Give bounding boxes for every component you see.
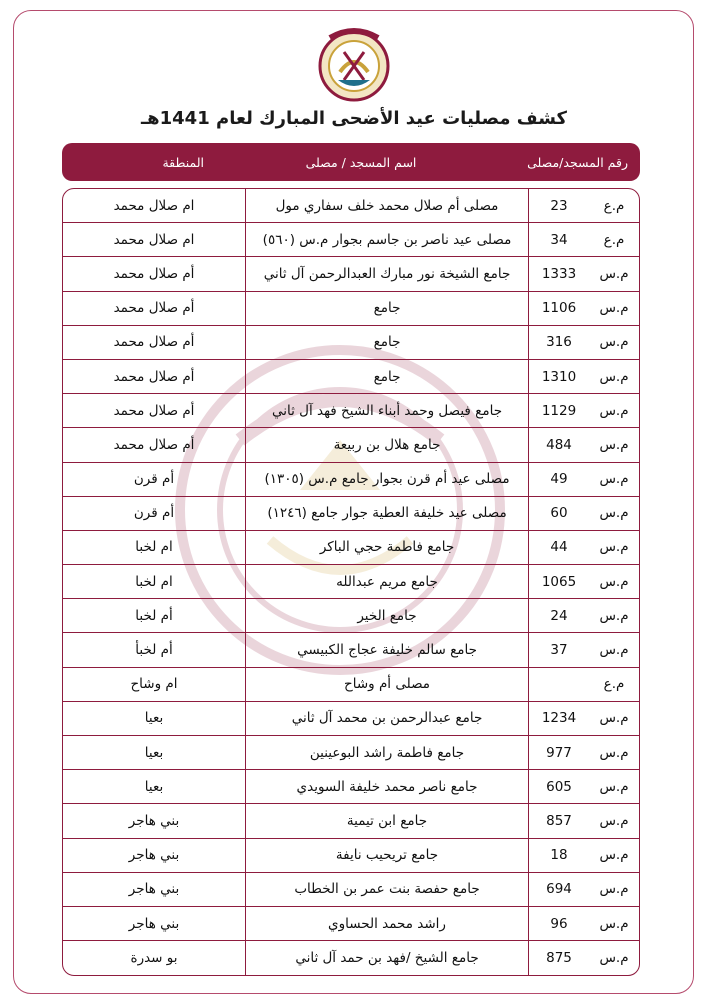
table-row (63, 497, 639, 531)
row-area: أم صلال محمد (113, 300, 195, 317)
row-number (529, 668, 589, 701)
row-number: 1129 (541, 402, 577, 419)
row-type: م.س (599, 402, 629, 419)
table-row (63, 257, 639, 291)
row-name: جامع فيصل وحمد أبناء الشيخ فهد آل ثاني (245, 394, 529, 427)
row-number: 37 (550, 642, 568, 659)
row-number: 1065 (541, 573, 577, 590)
table-row (63, 223, 639, 257)
row-name: جامع سالم خليفة عجاج الكبيسي (245, 633, 529, 666)
row-type: م.س (599, 368, 629, 385)
page-title: كشف مصليات عيد الأضحى المبارك لعام 1441هـ (140, 108, 568, 129)
table-row (63, 804, 639, 838)
row-name: مصلى أم صلال محمد خلف سفاري مول (245, 189, 529, 222)
row-name: جامع مريم عبدالله (245, 565, 529, 598)
row-name: مصلى عيد ناصر بن جاسم بجوار م.س (٥٦٠) (245, 223, 529, 256)
row-area: بني هاجر (128, 881, 180, 898)
row-name: جامع حفصة بنت عمر بن الخطاب (245, 873, 529, 906)
row-number: 44 (550, 539, 568, 556)
table-row (63, 565, 639, 599)
row-area: أم قرن (133, 505, 175, 522)
row-number: 18 (550, 847, 568, 864)
row-number: 694 (546, 881, 572, 898)
table-row (63, 292, 639, 326)
row-type: م.س (599, 471, 629, 488)
row-type: م.س (599, 950, 629, 967)
row-name: جامع فاطمة راشد البوعينين (245, 736, 529, 769)
row-area: ام صلال محمد (113, 231, 195, 248)
header-area: المنطقة (162, 154, 204, 170)
row-area: أم صلال محمد (113, 402, 195, 419)
row-type: م.س (599, 607, 629, 624)
row-name: جامع هلال بن ربيعة (245, 428, 529, 461)
row-type: م.س (599, 436, 629, 453)
row-number: 1106 (541, 300, 577, 317)
table-row (63, 770, 639, 804)
row-type: م.س (599, 744, 629, 761)
row-number: 1333 (541, 265, 577, 282)
row-name: جامع ناصر محمد خليفة السويدي (245, 770, 529, 803)
table-header (62, 143, 640, 181)
table-row (63, 873, 639, 907)
row-name: جامع الشيخ /فهد بن حمد آل ثاني (245, 941, 529, 975)
row-area: بني هاجر (128, 812, 180, 829)
row-type: م.ع (603, 231, 625, 248)
row-number: 484 (546, 436, 572, 453)
row-area: بعيا (144, 744, 164, 761)
table-row (63, 907, 639, 941)
table-row (63, 394, 639, 428)
row-name: جامع تريحيب نايفة (245, 839, 529, 872)
table-row (63, 668, 639, 702)
table-row (63, 428, 639, 462)
table-row (63, 702, 639, 736)
row-area: ام لخبا (135, 573, 173, 590)
table-row (63, 189, 639, 223)
row-area: ام صلال محمد (113, 197, 195, 214)
row-type: م.س (599, 847, 629, 864)
row-number: 875 (546, 950, 572, 967)
row-number: 60 (550, 505, 568, 522)
row-number: 49 (550, 471, 568, 488)
row-area: بو سدرة (130, 950, 178, 967)
row-area: أم لخبا (135, 607, 173, 624)
row-name: مصلى أم وشاح (245, 668, 529, 701)
row-type: م.س (599, 710, 629, 727)
row-area: ام لخبا (135, 539, 173, 556)
row-type: م.س (599, 539, 629, 556)
row-number: 34 (550, 231, 568, 248)
row-area: أم صلال محمد (113, 265, 195, 282)
header-name: اسم المسجد / مصلى (305, 154, 417, 170)
row-area: ام وشاح (130, 676, 178, 693)
table-row (63, 326, 639, 360)
row-number: 605 (546, 778, 572, 795)
table-row (63, 839, 639, 873)
row-name: جامع الشيخة نور مبارك العبدالرحمن آل ثاني (245, 257, 529, 290)
row-type: م.ع (603, 676, 625, 693)
table-row (63, 633, 639, 667)
row-type: م.ع (603, 197, 625, 214)
row-area: أم قرن (133, 471, 175, 488)
row-name: مصلى عيد خليفة العطية جوار جامع (١٢٤٦) (245, 497, 529, 530)
qatar-emblem-logo (310, 22, 398, 104)
row-name: جامع (245, 360, 529, 393)
row-name: جامع الخير (245, 599, 529, 632)
header-number: رقم المسجد/مصلى (527, 154, 628, 170)
row-type: م.س (599, 265, 629, 282)
row-area: أم صلال محمد (113, 334, 195, 351)
row-type: م.س (599, 334, 629, 351)
row-name: مصلى عيد أم قرن بجوار جامع م.س (١٣٠٥) (245, 463, 529, 496)
row-name: راشد محمد الحساوي (245, 907, 529, 940)
row-type: م.س (599, 812, 629, 829)
row-number: 1310 (541, 368, 577, 385)
row-area: بعيا (144, 778, 164, 795)
row-type: م.س (599, 778, 629, 795)
row-area: بني هاجر (128, 915, 180, 932)
table-row (63, 941, 639, 975)
table-row (63, 599, 639, 633)
row-name: جامع (245, 292, 529, 325)
table-row (63, 463, 639, 497)
row-number: 977 (546, 744, 572, 761)
row-number: 316 (546, 334, 572, 351)
row-type: م.س (599, 505, 629, 522)
row-number: 96 (550, 915, 568, 932)
row-number: 24 (550, 607, 568, 624)
row-type: م.س (599, 881, 629, 898)
row-area: أم لخبأ (135, 642, 173, 659)
table-row (63, 736, 639, 770)
row-name: جامع فاطمة حجي الباكر (245, 531, 529, 564)
row-number: 23 (550, 197, 568, 214)
table-row (63, 360, 639, 394)
row-area: أم صلال محمد (113, 436, 195, 453)
row-area: أم صلال محمد (113, 368, 195, 385)
row-type: م.س (599, 642, 629, 659)
row-type: م.س (599, 573, 629, 590)
row-area: بني هاجر (128, 847, 180, 864)
row-area: بعيا (144, 710, 164, 727)
row-name: جامع (245, 326, 529, 359)
row-name: جامع ابن تيمية (245, 804, 529, 837)
row-name: جامع عبدالرحمن بن محمد آل ثاني (245, 702, 529, 735)
table-row (63, 531, 639, 565)
row-number: 857 (546, 812, 572, 829)
row-type: م.س (599, 300, 629, 317)
row-type: م.س (599, 915, 629, 932)
mosque-table (62, 188, 640, 976)
row-number: 1234 (541, 710, 577, 727)
